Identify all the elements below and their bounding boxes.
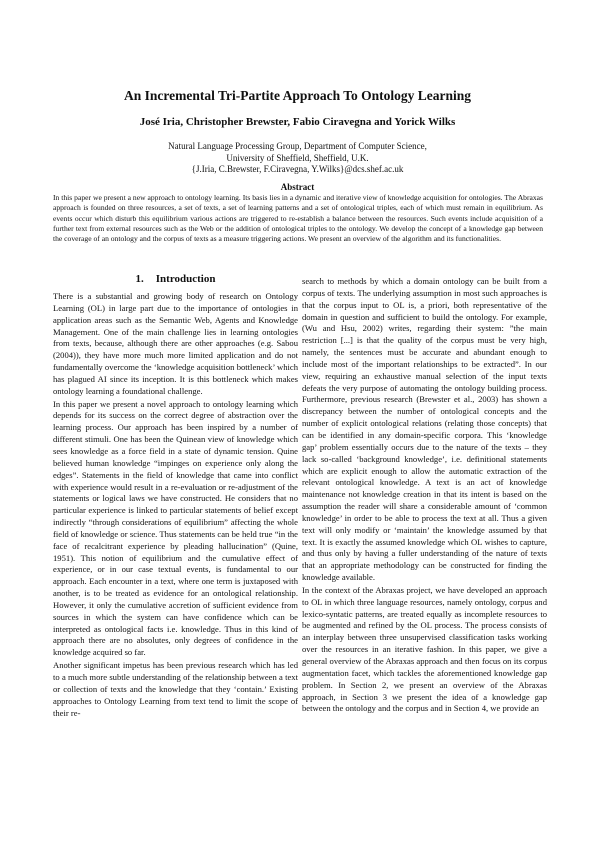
paragraph: Another significant impetus has been previous research which has led to a much more subtle understanding of the relationship between a text or collection of texts and the knowledge that they ‘contain.’ Existing approaches to Ontology Learning from text tend to limit the scope of their re- [53,660,298,718]
author-emails: {J.Iria, C.Brewster, F.Ciravegna, Y.Wilks}@dcs.shef.ac.uk [191,164,404,174]
paper-title: An Incremental Tri-Partite Approach To Ontology Learning [123,88,471,103]
section-number: 1. [135,273,144,285]
abstract-heading: Abstract [280,182,315,192]
paragraph: In this paper we present a novel approach to ontology learning which depends for its success on the correct degree of abstraction over the learning process. Our approach has been inspired by a number of different stimuli. One has been the Quinean view of knowledge which sees knowledge as a force field in a state of dynamic tension. Quine believed human knowledge “impinges on experience only along the edges”. Statements in the field of knowledge that came into conflict with experience would result in a re-evaluation or re-adjustment of the statements or logical laws we have constructed. He considers that no particular experience is linked to particular statements of belief except indirectly “through considerations of equilibrium” affecting the whole field of knowledge or science. Thus statements can be held true “in the face of recalcitrant experience by pleading hallucination” (Quine, 1951). This notion of equilibrium and the cumulative effect of experience, or in our case textual events, is fundamental to our approach. Each encounter in a text, where one term is juxtaposed with another, is to be treated as evidence for an ontological relationship. However, it only the cumulative accretion of sufficient evidence from sources in which the system can have confidence which can be interpreted as ontological facts i.e. knowledge. Thus in this kind of approach there are no absolutes, only degrees of confidence in the knowledge acquired so far. [53,398,298,658]
abstract-text: In this paper we present a new approach to ontology learning. Its basis lies in a dynamic and iterative view of knowledge acquisition for ontologies. The Abraxas approach is founded on three resources, a set of texts, a set of learning patterns and a set of ontological triples, each of which must remain in equilibrium. As events occur which disturb this equilibrium various actions are triggered to re-establish a balance between the resources. Such events include acquisition of a further text from external resources such as the Web or the addition of ontological triples to the ontology. We develop the concept of a knowledge gap between the coverage of an ontology and the corpus of texts as a measure triggering actions. We present an overview of the algorithm and its functionalities. [53,193,543,244]
paper-authors: José Iria, Christopher Brewster, Fabio Ciravegna and Yorick Wilks [139,116,456,128]
section-heading [53,272,298,286]
section-title: Introduction [155,273,216,285]
affiliation-line: University of Sheffield, Sheffield, U.K. [226,152,369,163]
paragraph: search to methods by which a domain ontology can be built from a corpus of texts. The underlying assumption in most such approaches is that the corpus input to OL is, a priori, both representative of the domain in question and sufficient to build the ontology. For example, (Wu and Hsu, 2002) writes, regarding their system: ”the main restriction [...] is that the quality of the corpus must be very high, namely, the sentences must be accurate and abundant enough to include most of the important relationships to be extracted”. In our view, requiring an exhaustive manual selection of the input texts defeats the very purpose of automating the ontology building process. Furthermore, previous research (Brewster et al., 2003) has shown a discrepancy between the number of ontological concepts and the number of explicit ontological relations (relating those concepts) that can be identified in any domain-specific corpora. This ‘knowledge gap’ problem essentially occurs due to the nature of the texts – they lack so-called ‘background knowledge’, i.e. definitional statements which are explicit enough to allow the automatic extraction of the relevant ontological knowledge. A text is an act of knowledge maintenance not knowledge creation in that its intent is based on the assumption the reader will share a considerable amount of ‘common knowledge’ in order to be able to process the text at all. Thus a given text will only modify or ‘maintain’ the knowledge assumed by that text. It is exactly the assumed knowledge which OL wishes to capture, and thus only by having a fuller understanding of the nature of texts that an appropriate methodology can be constructed for finding the knowledge available. [302,276,547,583]
right-column [302,276,547,715]
paragraph: In the context of the Abraxas project, we have developed an approach to OL in which three language resources, namely ontology, corpus and lexico-syntatic patterns, are treated equally as incomplete resources to be augmented and refined by the OL process. The process consists of an interplay between three unsupervised classification tasks working over the resources in an iterative fashion. In this paper, we give a general overview of the Abraxas approach and then focus on its corpus augmentation facet, which tackles the aforementioned knowledge gap problem. In Section 2, we present an overview of the Abraxas approach, in Section 3 we present the idea of a knowledge gap between the ontology and the corpus and in Section 4, we provide an [302,584,547,714]
paragraph: There is a substantial and growing body of research on Ontology Learning (OL) in large part due to the importance of ontologies in application areas such as the Semantic Web, Agents and Knowledge Management. One of the main challenge lies in learning ontologies from texts, because, although there are other approaches (e.g. Sabou (2004)), they have more much more limited application and do not fundamentally overcome the ‘knowledge acquisition bottleneck’ which has plagued AI since its inception. It is this bottleneck which makes ontology learning a foundational challenge. [53,291,298,396]
affiliation-line: Natural Language Processing Group, Department of Computer Science, [168,141,427,151]
left-column [53,272,298,719]
affiliation-block [0,141,595,176]
